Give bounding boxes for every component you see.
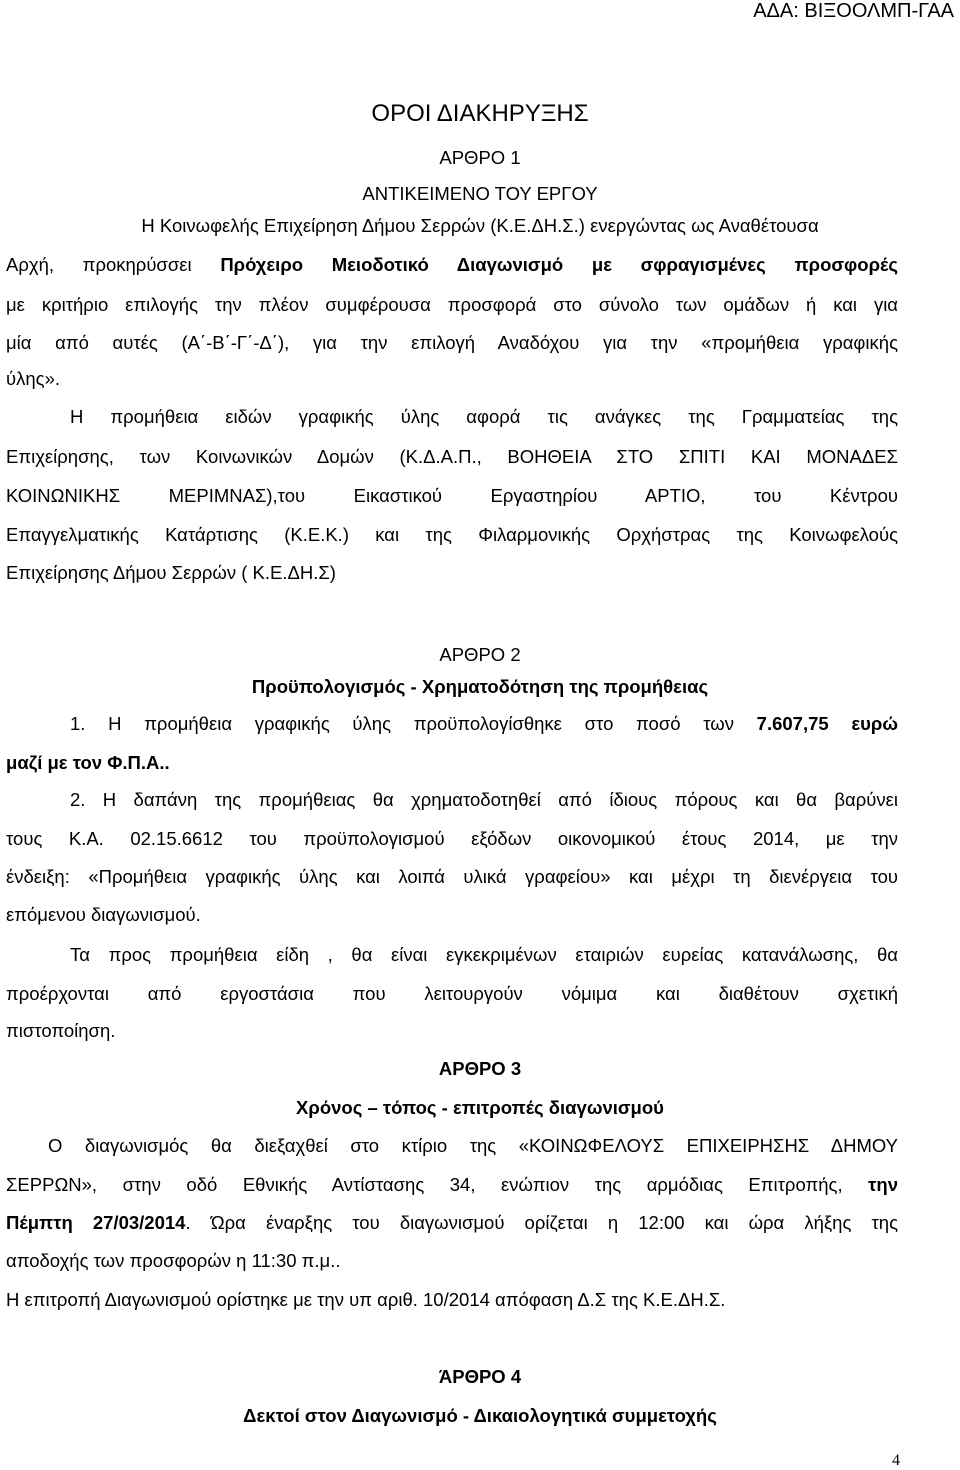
ada-code: ΑΔΑ: ΒΙΞΟΟΛΜΠ-ΓΑΑ bbox=[753, 0, 954, 22]
article-2-para3-line-3: πιστοποίηση. bbox=[6, 1020, 116, 1041]
page-number: 4 bbox=[892, 1452, 900, 1469]
article-2-item-1-cont: μαζί με τον Φ.Π.Α.. bbox=[6, 752, 170, 773]
article-3-heading: ΑΡΘΡΟ 3 bbox=[438, 1058, 522, 1079]
document-title: ΟΡΟΙ ΔΙΑΚΗΡΥΞΗΣ bbox=[371, 100, 589, 127]
article-1-para2-line-2: Επιχείρησης, των Κοινωνικών Δομών (Κ.Δ.Α.Π., ΒΟΗΘΕΙΑ ΣΤΟ ΣΠΙΤΙ ΚΑΙ ΜΟΝΑΔΕΣ bbox=[6, 446, 898, 467]
article-2-item-2-line-4: επόμενου διαγωνισμού. bbox=[6, 904, 201, 925]
article-2-para3-line-2: προέρχονται από εργοστάσια που λειτουργούν νόμιμα και διαθέτουν σχετική bbox=[6, 983, 898, 1004]
article-3-line-3: Πέμπτη 27/03/2014. Ώρα έναρξης του διαγωνισμού ορίζεται η 12:00 και ώρα λήξης της bbox=[6, 1212, 898, 1233]
article-2-subheading: Προϋπολογισμός - Χρηματοδότηση της προμήθειας bbox=[251, 676, 709, 697]
article-1-line-5: ύλης». bbox=[6, 368, 61, 389]
article-2-para3-line-1: Τα προς προμήθεια είδη , θα είναι εγκεκριμένων εταιριών ευρείας κατανάλωσης, θα bbox=[70, 944, 898, 965]
article-1-line-3: με κριτήριο επιλογής την πλέον συμφέρουσα προσφορά στο σύνολο των ομάδων ή και για bbox=[6, 294, 898, 315]
article-1-heading: ΑΡΘΡΟ 1 bbox=[439, 147, 521, 168]
article-1-para2-line-1: Η προμήθεια ειδών γραφικής ύλης αφορά τις ανάγκες της Γραμματείας της bbox=[70, 406, 898, 427]
article-3-line-5: Η επιτροπή Διαγωνισμού ορίστηκε με την υπ αριθ. 10/2014 απόφαση Δ.Σ της Κ.Ε.ΔΗ.Σ. bbox=[6, 1289, 726, 1310]
article-3-subheading: Χρόνος – τόπος - επιτροπές διαγωνισμού bbox=[296, 1097, 664, 1118]
article-2-item-1: 1. Η προμήθεια γραφικής ύλης προϋπολογίσθηκε στο ποσό των 7.607,75 ευρώ bbox=[70, 713, 898, 734]
article-4-subheading: Δεκτοί στον Διαγωνισμό - Δικαιολογητικά συμμετοχής bbox=[243, 1405, 717, 1426]
article-1-para2-line-5: Επιχείρησης Δήμου Σερρών ( Κ.Ε.ΔΗ.Σ) bbox=[6, 562, 336, 583]
article-2-item-2-line-3: ένδειξη: «Προμήθεια γραφικής ύλης και λοιπά υλικά γραφείου» και μέχρι τη διενέργεια του bbox=[6, 866, 898, 887]
article-1-line-1: Η Κοινωφελής Επιχείρηση Δήμου Σερρών (Κ.Ε.ΔΗ.Σ.) ενεργώντας ως Αναθέτουσα bbox=[141, 215, 819, 236]
article-1-line-2: Αρχή, προκηρύσσει Πρόχειρο Μειοδοτικό Διαγωνισμό με σφραγισμένες προσφορές bbox=[6, 254, 898, 275]
article-1-subheading: ΑΝΤΙΚΕΙΜΕΝΟ ΤΟΥ ΕΡΓΟΥ bbox=[362, 183, 598, 204]
article-2-item-2-line-1: 2. Η δαπάνη της προμήθειας θα χρηματοδοτηθεί από ίδιους πόρους και θα βαρύνει bbox=[70, 789, 898, 810]
article-1-line-4: μία από αυτές (Α΄-Β΄-Γ΄-Δ΄), για την επιλογή Αναδόχου για την «προμήθεια γραφικής bbox=[6, 332, 898, 353]
article-1-para2-line-4: Επαγγελματικής Κατάρτισης (Κ.Ε.Κ.) και της Φιλαρμονικής Ορχήστρας της Κοινωφελούς bbox=[6, 524, 898, 545]
article-1-para2-line-3: ΚΟΙΝΩΝΙΚΗΣ ΜΕΡΙΜΝΑΣ),του Εικαστικού Εργαστηρίου ΑΡΤΙΟ, του Κέντρου bbox=[6, 485, 898, 506]
article-2-item-2-line-2: τους Κ.Α. 02.15.6612 του προϋπολογισμού εξόδων οικονομικού έτους 2014, με την bbox=[6, 828, 898, 849]
article-3-line-2: ΣΕΡΡΩΝ», στην οδό Εθνικής Αντίστασης 34, ενώπιον της αρμόδιας Επιτροπής, την bbox=[6, 1174, 899, 1195]
article-2-heading: ΑΡΘΡΟ 2 bbox=[439, 644, 521, 665]
article-3-line-1: Ο διαγωνισμός θα διεξαχθεί στο κτίριο της «ΚΟΙΝΩΦΕΛΟΥΣ ΕΠΙΧΕΙΡΗΣΗΣ ΔΗΜΟΥ bbox=[48, 1135, 898, 1156]
article-4-heading: ΆΡΘΡΟ 4 bbox=[438, 1366, 522, 1387]
article-3-line-4: αποδοχής των προσφορών η 11:30 π.μ.. bbox=[6, 1250, 341, 1271]
